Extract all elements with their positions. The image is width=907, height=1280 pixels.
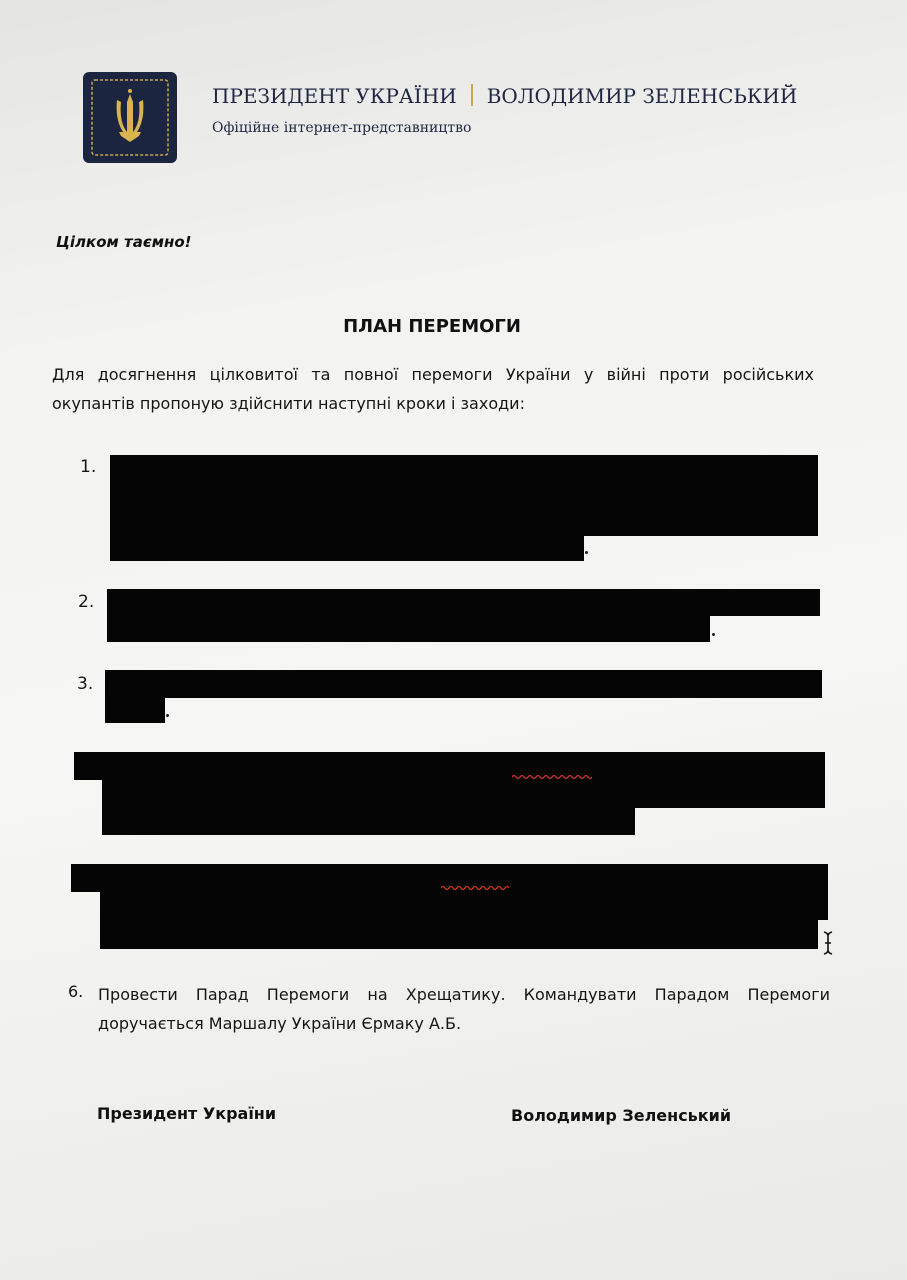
header-title — [212, 84, 797, 108]
item-6-number: 6. — [68, 982, 84, 1001]
item-1-period — [585, 551, 588, 554]
item-5-redaction-mid — [100, 890, 828, 920]
document-title: ПЛАН ПЕРЕМОГИ — [343, 316, 521, 337]
item-2-period — [712, 633, 715, 636]
item-1-redaction — [110, 455, 818, 536]
item-3-number: 3. — [77, 674, 94, 694]
item-4-redaction-tail — [102, 806, 635, 835]
item-1-redaction-tail — [110, 534, 584, 561]
item-1-number: 1. — [80, 457, 97, 477]
classification-label: Цілком таємно! — [56, 233, 192, 251]
intro-paragraph: Для досягнення цілковитої та повної перемоги України у війні проти російських окупантів пропоную здійснити наступні кроки і заходи: — [52, 365, 814, 413]
item-2-number: 2. — [78, 592, 95, 612]
item-4-redaction — [74, 752, 825, 780]
presidential-logo — [83, 72, 177, 163]
item-2-redaction — [107, 589, 820, 616]
header-subtitle: Офіційне інтернет-представництво — [212, 120, 472, 136]
item-3-redaction-tail — [105, 696, 165, 723]
trident-emblem-icon — [83, 72, 177, 163]
item-6-text: Провести Парад Перемоги на Хрещатику. Командувати Парадом Перемоги доручається Маршалу України Єрмаку А.Б. — [98, 985, 830, 1033]
header-name: ВОЛОДИМИР ЗЕЛЕНСЬКИЙ — [486, 84, 798, 108]
item-5-spellcheck-underline — [441, 885, 511, 891]
header-separator — [471, 84, 473, 106]
item-2-redaction-tail — [107, 614, 710, 642]
signature-title: Президент України — [97, 1104, 277, 1123]
item-3-period — [166, 714, 169, 717]
item-3-redaction — [105, 670, 822, 698]
header-office: ПРЕЗИДЕНТ УКРАЇНИ — [212, 84, 457, 108]
item-5-redaction-tail — [100, 918, 818, 949]
text-cursor-icon — [822, 930, 834, 956]
item-4-spellcheck-underline — [512, 774, 592, 780]
signature-name: Володимир Зеленський — [511, 1106, 732, 1125]
item-4-redaction-mid — [102, 778, 825, 808]
